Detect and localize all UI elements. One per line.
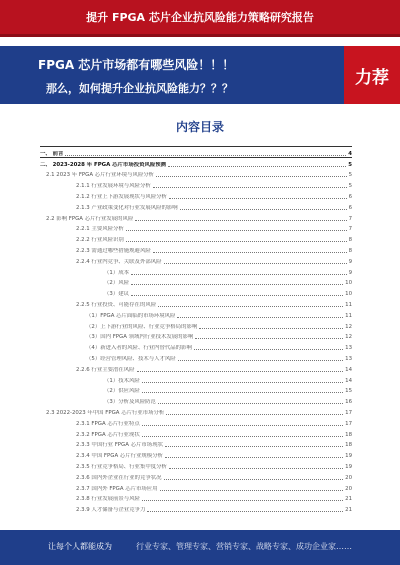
toc-entry-label: 2.3.4 中国 FPGA 芯片行业规模分析 xyxy=(76,453,163,460)
footer-bar xyxy=(0,530,400,565)
toc-leader-dots xyxy=(142,425,343,426)
toc-entry-page: 6 xyxy=(348,204,352,211)
toc-entry[interactable] xyxy=(40,502,352,513)
toc-entry-page: 10 xyxy=(345,291,352,298)
toc-entry-label: （3）国内 FPGA 领域内行业技术发展的影响 xyxy=(86,334,194,341)
toc-leader-dots xyxy=(137,371,344,372)
toc-entry[interactable] xyxy=(40,405,352,416)
toc-entry[interactable] xyxy=(40,470,352,481)
toc-entry-page: 17 xyxy=(345,420,352,427)
toc-entry[interactable] xyxy=(40,330,352,341)
toc-entry-label: 2.3.7 国内外 FPGA 芯片市场应用 xyxy=(76,485,158,492)
banner-headline: FPGA 芯片市场都有哪些风险！！！ xyxy=(38,58,235,72)
toc-entry[interactable] xyxy=(40,373,352,384)
toc-entry-label: 2.1.3 产业政策变化对行业发展风险的影响 xyxy=(76,204,178,211)
toc-entry[interactable] xyxy=(40,286,352,297)
toc-entry-label: 2.2.1 主要风险分析 xyxy=(76,226,124,233)
toc-leader-dots xyxy=(165,446,343,447)
toc-entry[interactable] xyxy=(40,319,352,330)
toc-entry[interactable] xyxy=(40,394,352,405)
toc-leader-dots xyxy=(147,511,343,512)
toc-entry-label: （1）FPGA 芯片面临的市场环境风险 xyxy=(86,312,176,319)
toc-leader-dots xyxy=(131,284,343,285)
toc-entry-page: 21 xyxy=(345,507,352,514)
toc-entry-label: （2）供应风险 xyxy=(104,388,140,395)
toc-entry-label: 2.3.5 行业竞争格局、行业集中度分析 xyxy=(76,463,167,470)
toc-heading: 内容目录 xyxy=(175,120,224,134)
toc-entry-page: 14 xyxy=(345,377,352,384)
toc-leader-dots xyxy=(165,457,343,458)
toc-entry-page: 9 xyxy=(348,258,352,265)
toc-leader-dots xyxy=(177,317,343,318)
recommend-badge: 力荐 xyxy=(344,46,400,104)
toc-entry[interactable] xyxy=(40,243,352,254)
table-of-contents xyxy=(40,146,352,513)
toc-leader-dots xyxy=(158,403,343,404)
toc-leader-dots xyxy=(142,392,343,393)
toc-entry-label: （2）上下游行业的风险、行业竞争格局的影响 xyxy=(86,323,198,330)
toc-entry[interactable] xyxy=(40,254,352,265)
toc-entry-page: 18 xyxy=(345,431,352,438)
toc-entry-page: 11 xyxy=(345,301,352,308)
toc-entry-label: （3）分析及风险防范 xyxy=(104,399,156,406)
toc-entry-label: （5）经营管理风险、技术与人才风险 xyxy=(86,355,176,362)
toc-entry-page: 15 xyxy=(345,388,352,395)
toc-entry[interactable] xyxy=(40,362,352,373)
toc-entry-page: 12 xyxy=(345,323,352,330)
toc-entry-label: 2.2 影响 FPGA 芯片行业发展的风险 xyxy=(46,215,134,222)
toc-entry-label: 2.3.9 人才储备与企业竞争力 xyxy=(76,507,146,514)
toc-entry-page: 18 xyxy=(345,442,352,449)
toc-entry-label: 2.3 2022-2023 年中国 FPGA 芯片行业市场分析 xyxy=(46,409,165,416)
toc-leader-dots xyxy=(142,500,343,501)
toc-leader-dots xyxy=(164,479,344,480)
toc-entry-page: 5 xyxy=(348,172,352,179)
toc-entry[interactable] xyxy=(40,265,352,276)
toc-entry[interactable] xyxy=(40,168,352,179)
toc-entry-label: 2.1 2023 年 FPGA 芯片行业环境与风险分析 xyxy=(46,172,155,179)
toc-entry-page: 21 xyxy=(345,496,352,503)
toc-entry-page: 10 xyxy=(345,280,352,287)
toc-entry-page: 6 xyxy=(348,193,352,200)
toc-entry[interactable] xyxy=(40,178,352,189)
toc-entry[interactable] xyxy=(40,146,352,157)
toc-entry-label: （1）技术风险 xyxy=(104,377,140,384)
toc-entry-label: 2.3.6 国内外企业在行业的竞争状况 xyxy=(76,474,162,481)
toc-entry[interactable] xyxy=(40,481,352,492)
toc-leader-dots xyxy=(135,220,346,221)
toc-entry-label: 2.2.3 需通过哪些措施规避风险 xyxy=(76,247,151,254)
toc-leader-dots xyxy=(153,252,347,253)
toc-entry[interactable] xyxy=(40,384,352,395)
toc-entry-label: （4）新进入者的风险、行业内替代品的影响 xyxy=(86,345,192,352)
toc-entry-page: 16 xyxy=(345,399,352,406)
toc-entry[interactable] xyxy=(40,448,352,459)
toc-entry-page: 4 xyxy=(348,150,352,157)
toc-entry[interactable] xyxy=(40,222,352,233)
toc-entry-page: 19 xyxy=(345,463,352,470)
toc-entry-label: 2.3.2 FPGA 芯片行业现状 xyxy=(76,431,140,438)
toc-leader-dots xyxy=(194,349,343,350)
toc-entry-page: 7 xyxy=(348,215,352,222)
toc-entry-page: 13 xyxy=(345,355,352,362)
toc-entry-page: 20 xyxy=(345,485,352,492)
toc-entry[interactable] xyxy=(40,416,352,427)
toc-entry-label: （3）建议 xyxy=(104,291,129,298)
toc-leader-dots xyxy=(160,490,344,491)
toc-entry-page: 9 xyxy=(348,269,352,276)
toc-leader-dots xyxy=(126,230,347,231)
toc-entry[interactable] xyxy=(40,438,352,449)
toc-leader-dots xyxy=(126,241,347,242)
toc-entry[interactable] xyxy=(40,459,352,470)
toc-leader-dots xyxy=(156,176,347,177)
toc-leader-dots xyxy=(153,187,347,188)
toc-entry[interactable] xyxy=(40,308,352,319)
toc-entry[interactable] xyxy=(40,351,352,362)
toc-entry-page: 5 xyxy=(348,161,352,168)
toc-entry-label: 2.1.2 行业上下游发展现状与风险分析 xyxy=(76,193,167,200)
toc-leader-dots xyxy=(168,166,346,167)
toc-entry-label: 一、 前言 xyxy=(40,150,64,157)
toc-entry[interactable] xyxy=(40,276,352,287)
toc-entry-page: 12 xyxy=(345,334,352,341)
toc-leader-dots xyxy=(169,198,347,199)
footer-slogan: 让每个人都能成为 xyxy=(48,542,112,551)
toc-entry-label: （1）成本 xyxy=(104,269,129,276)
toc-leader-dots xyxy=(166,414,343,415)
report-title: 提升 FPGA 芯片企业抗风险能力策略研究报告 xyxy=(86,11,314,24)
toc-entry-label: 2.3.8 行业发展前景与风险 xyxy=(76,496,140,503)
toc-entry-page: 14 xyxy=(345,366,352,373)
toc-entry-label: 2.1.1 行业发展环境与风险分析 xyxy=(76,183,151,190)
toc-entry-page: 8 xyxy=(348,237,352,244)
toc-entry-label: 2.2.4 行业内竞争、关联及外部风险 xyxy=(76,258,162,265)
banner-subheadline: 那么，如何提升企业抗风险能力？？？ xyxy=(46,82,233,95)
toc-entry[interactable] xyxy=(40,340,352,351)
toc-entry-page: 11 xyxy=(345,312,352,319)
toc-entry[interactable] xyxy=(40,211,352,222)
toc-entry[interactable] xyxy=(40,189,352,200)
report-title-bar xyxy=(0,0,400,34)
toc-entry-page: 7 xyxy=(348,226,352,233)
toc-leader-dots xyxy=(164,263,347,264)
toc-entry-label: 2.2.5 行业投资、可能存在的风险 xyxy=(76,301,157,308)
toc-leader-dots xyxy=(158,306,343,307)
toc-leader-dots xyxy=(199,328,343,329)
toc-leader-dots xyxy=(142,436,343,437)
toc-entry-label: 2.3.3 中国行业 FPGA 芯片市场现状 xyxy=(76,442,163,449)
toc-entry-label: 2.3.1 FPGA 芯片行业特点 xyxy=(76,420,140,427)
toc-leader-dots xyxy=(131,274,347,275)
toc-entry-page: 20 xyxy=(345,474,352,481)
toc-leader-dots xyxy=(195,338,343,339)
toc-entry[interactable] xyxy=(40,200,352,211)
footer-roles: 行业专家、管理专家、营销专家、战略专家、成功企业家…… xyxy=(136,542,352,551)
toc-entry-label: 2.2.2 行业风险识别 xyxy=(76,237,124,244)
toc-leader-dots xyxy=(131,295,343,296)
toc-leader-dots xyxy=(180,209,347,210)
toc-leader-dots xyxy=(65,155,346,156)
toc-entry-label: （2）风险 xyxy=(104,280,129,287)
toc-entry[interactable] xyxy=(40,427,352,438)
toc-entry[interactable] xyxy=(40,232,352,243)
toc-entry-page: 17 xyxy=(345,409,352,416)
toc-leader-dots xyxy=(169,468,343,469)
toc-entry-label: 二、 2023-2028 年 FPGA 芯片市场投资风险预测 xyxy=(40,161,167,168)
toc-entry-label: 2.2.6 行业主要潜在风险 xyxy=(76,366,135,373)
toc-entry[interactable] xyxy=(40,492,352,503)
toc-entry-page: 13 xyxy=(345,345,352,352)
hero-banner xyxy=(0,46,400,104)
toc-entry-page: 8 xyxy=(348,247,352,254)
toc-entry[interactable] xyxy=(40,157,352,168)
toc-entry[interactable] xyxy=(40,297,352,308)
toc-entry-page: 5 xyxy=(348,183,352,190)
toc-entry-page: 19 xyxy=(345,453,352,460)
toc-leader-dots xyxy=(142,382,343,383)
toc-leader-dots xyxy=(178,360,343,361)
